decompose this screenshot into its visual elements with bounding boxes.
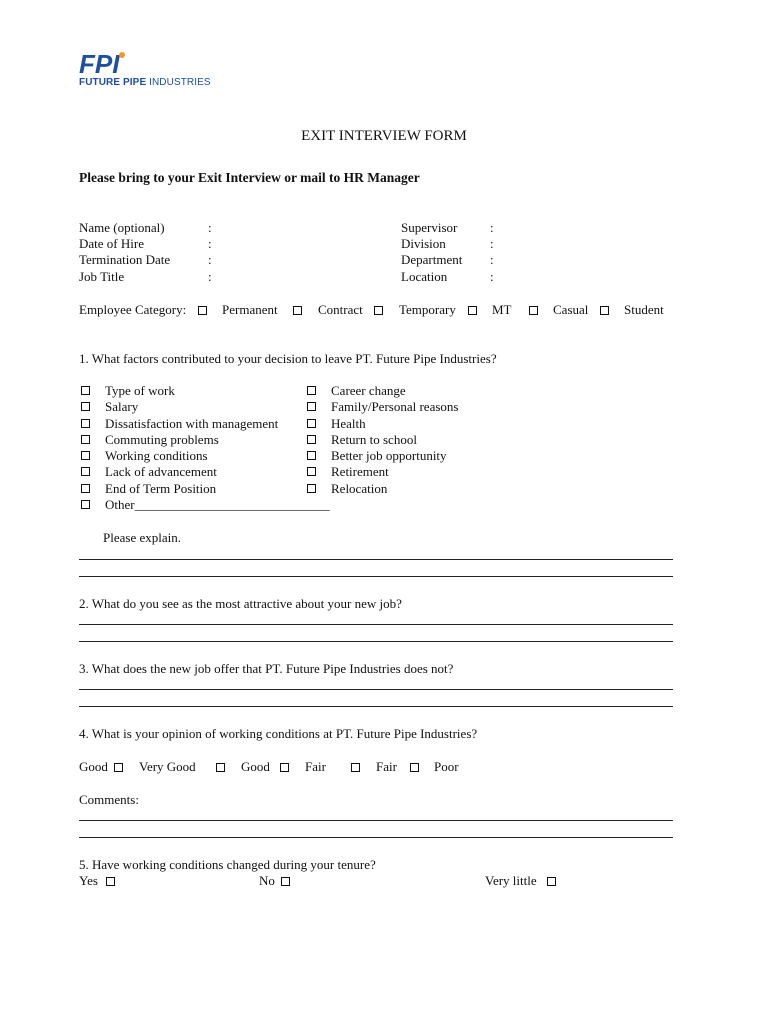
q4-rating-fair-2-label: Fair: [376, 759, 397, 774]
logo-brand-bold: FUTURE PIPE: [79, 77, 147, 88]
q5-very-little-checkbox[interactable]: [547, 877, 556, 886]
category-contract-label: Contract: [318, 302, 363, 317]
category-mt-label: MT: [492, 302, 512, 317]
q1-commuting-checkbox[interactable]: [81, 435, 90, 444]
q1-family-label: Family/Personal reasons: [331, 399, 459, 414]
q5-no-checkbox[interactable]: [281, 877, 290, 886]
q1-working-conditions-label: Working conditions: [105, 448, 208, 463]
q1-return-to-school-label: Return to school: [331, 432, 417, 447]
q1-salary-checkbox[interactable]: [81, 402, 90, 411]
field-colon: :: [490, 220, 494, 235]
field-label-supervisor: Supervisor: [401, 220, 458, 235]
q5-very-little-label: Very little: [485, 873, 537, 888]
logo-orange-dot: [119, 52, 125, 58]
q1-other-checkbox[interactable]: [81, 500, 90, 509]
fpi-logo-mark: [79, 50, 127, 76]
q1-salary-label: Salary: [105, 399, 139, 414]
category-student-label: Student: [624, 302, 664, 317]
field-colon: :: [490, 252, 494, 267]
q4-rating-good-2-checkbox[interactable]: [280, 763, 289, 772]
q1-end-of-term-checkbox[interactable]: [81, 484, 90, 493]
q1-career-change-checkbox[interactable]: [307, 386, 316, 395]
q4-rating-good-2-label: Good: [241, 759, 270, 774]
q1-type-of-work-label: Type of work: [105, 383, 175, 398]
field-colon: :: [208, 220, 212, 235]
category-permanent-checkbox[interactable]: [198, 306, 207, 315]
category-casual-checkbox[interactable]: [529, 306, 538, 315]
q1-health-checkbox[interactable]: [307, 419, 316, 428]
field-label-termination-date: Termination Date: [79, 252, 171, 267]
q1-better-job-checkbox[interactable]: [307, 451, 316, 460]
q1-family-checkbox[interactable]: [307, 402, 316, 411]
q1-dissatisfaction-checkbox[interactable]: [81, 419, 90, 428]
field-label-department: Department: [401, 252, 463, 267]
q4-rating-very-good-label: Very Good: [139, 759, 196, 774]
logo-brand-rest: INDUSTRIES: [149, 77, 211, 88]
q1-retirement-checkbox[interactable]: [307, 467, 316, 476]
q1-explain-label: Please explain.: [103, 530, 181, 545]
q4-comments-line[interactable]: [79, 837, 673, 838]
field-colon: :: [208, 236, 212, 251]
q1-relocation-checkbox[interactable]: [307, 484, 316, 493]
q1-answer-line[interactable]: [79, 576, 673, 577]
q1-commuting-label: Commuting problems: [105, 432, 219, 447]
question-3: 3. What does the new job offer that PT. Future Pipe Industries does not?: [79, 661, 454, 676]
q1-career-change-label: Career change: [331, 383, 406, 398]
category-casual-label: Casual: [553, 302, 589, 317]
form-title: EXIT INTERVIEW FORM: [301, 128, 467, 144]
q2-answer-line[interactable]: [79, 624, 673, 625]
field-label-division: Division: [401, 236, 446, 251]
field-colon: :: [490, 269, 494, 284]
q4-rating-fair-label: Fair: [305, 759, 326, 774]
field-label-location: Location: [401, 269, 448, 284]
category-mt-checkbox[interactable]: [468, 306, 477, 315]
q5-no-label: No: [259, 873, 275, 888]
q3-answer-line[interactable]: [79, 689, 673, 690]
q1-lack-of-advancement-checkbox[interactable]: [81, 467, 90, 476]
q4-rating-poor-checkbox[interactable]: [410, 763, 419, 772]
form-subtitle: Please bring to your Exit Interview or mail to HR Manager: [79, 170, 420, 185]
q1-other-label: Other______________________________: [105, 497, 330, 512]
question-5: 5. Have working conditions changed during your tenure?: [79, 857, 376, 872]
field-colon: :: [208, 269, 212, 284]
q5-yes-label: Yes: [79, 873, 98, 888]
category-contract-checkbox[interactable]: [293, 306, 302, 315]
q1-end-of-term-label: End of Term Position: [105, 481, 217, 496]
employee-category-label: Employee Category:: [79, 302, 187, 317]
q5-yes-checkbox[interactable]: [106, 877, 115, 886]
q4-comments-line[interactable]: [79, 820, 673, 821]
q4-rating-poor-label: Poor: [434, 759, 459, 774]
q1-relocation-label: Relocation: [331, 481, 388, 496]
logo-mark-text: FPI: [79, 50, 120, 76]
q1-better-job-label: Better job opportunity: [331, 448, 447, 463]
question-1: 1. What factors contributed to your decision to leave PT. Future Pipe Industries?: [79, 351, 497, 366]
question-4: 4. What is your opinion of working conditions at PT. Future Pipe Industries?: [79, 726, 478, 741]
category-permanent-label: Permanent: [222, 302, 278, 317]
category-temporary-checkbox[interactable]: [374, 306, 383, 315]
question-2: 2. What do you see as the most attractive about your new job?: [79, 596, 402, 611]
category-temporary-label: Temporary: [399, 302, 456, 317]
field-label-name: Name (optional): [79, 220, 165, 235]
q1-health-label: Health: [331, 416, 366, 431]
q4-rating-good-checkbox[interactable]: [114, 763, 123, 772]
q4-comments-label: Comments:: [79, 792, 139, 807]
q1-retirement-label: Retirement: [331, 464, 389, 479]
field-label-date-of-hire: Date of Hire: [79, 236, 144, 251]
q4-rating-fair-checkbox[interactable]: [351, 763, 360, 772]
q4-rating-good-label: Good: [79, 759, 108, 774]
q1-return-to-school-checkbox[interactable]: [307, 435, 316, 444]
logo-brand-text: [79, 77, 211, 88]
q3-answer-line[interactable]: [79, 706, 673, 707]
q1-type-of-work-checkbox[interactable]: [81, 386, 90, 395]
q1-answer-line[interactable]: [79, 559, 673, 560]
category-student-checkbox[interactable]: [600, 306, 609, 315]
q1-lack-of-advancement-label: Lack of advancement: [105, 464, 217, 479]
field-label-job-title: Job Title: [79, 269, 125, 284]
field-colon: :: [490, 236, 494, 251]
field-colon: :: [208, 252, 212, 267]
q4-rating-very-good-checkbox[interactable]: [216, 763, 225, 772]
q1-working-conditions-checkbox[interactable]: [81, 451, 90, 460]
q1-dissatisfaction-label: Dissatisfaction with management: [105, 416, 279, 431]
q2-answer-line[interactable]: [79, 641, 673, 642]
